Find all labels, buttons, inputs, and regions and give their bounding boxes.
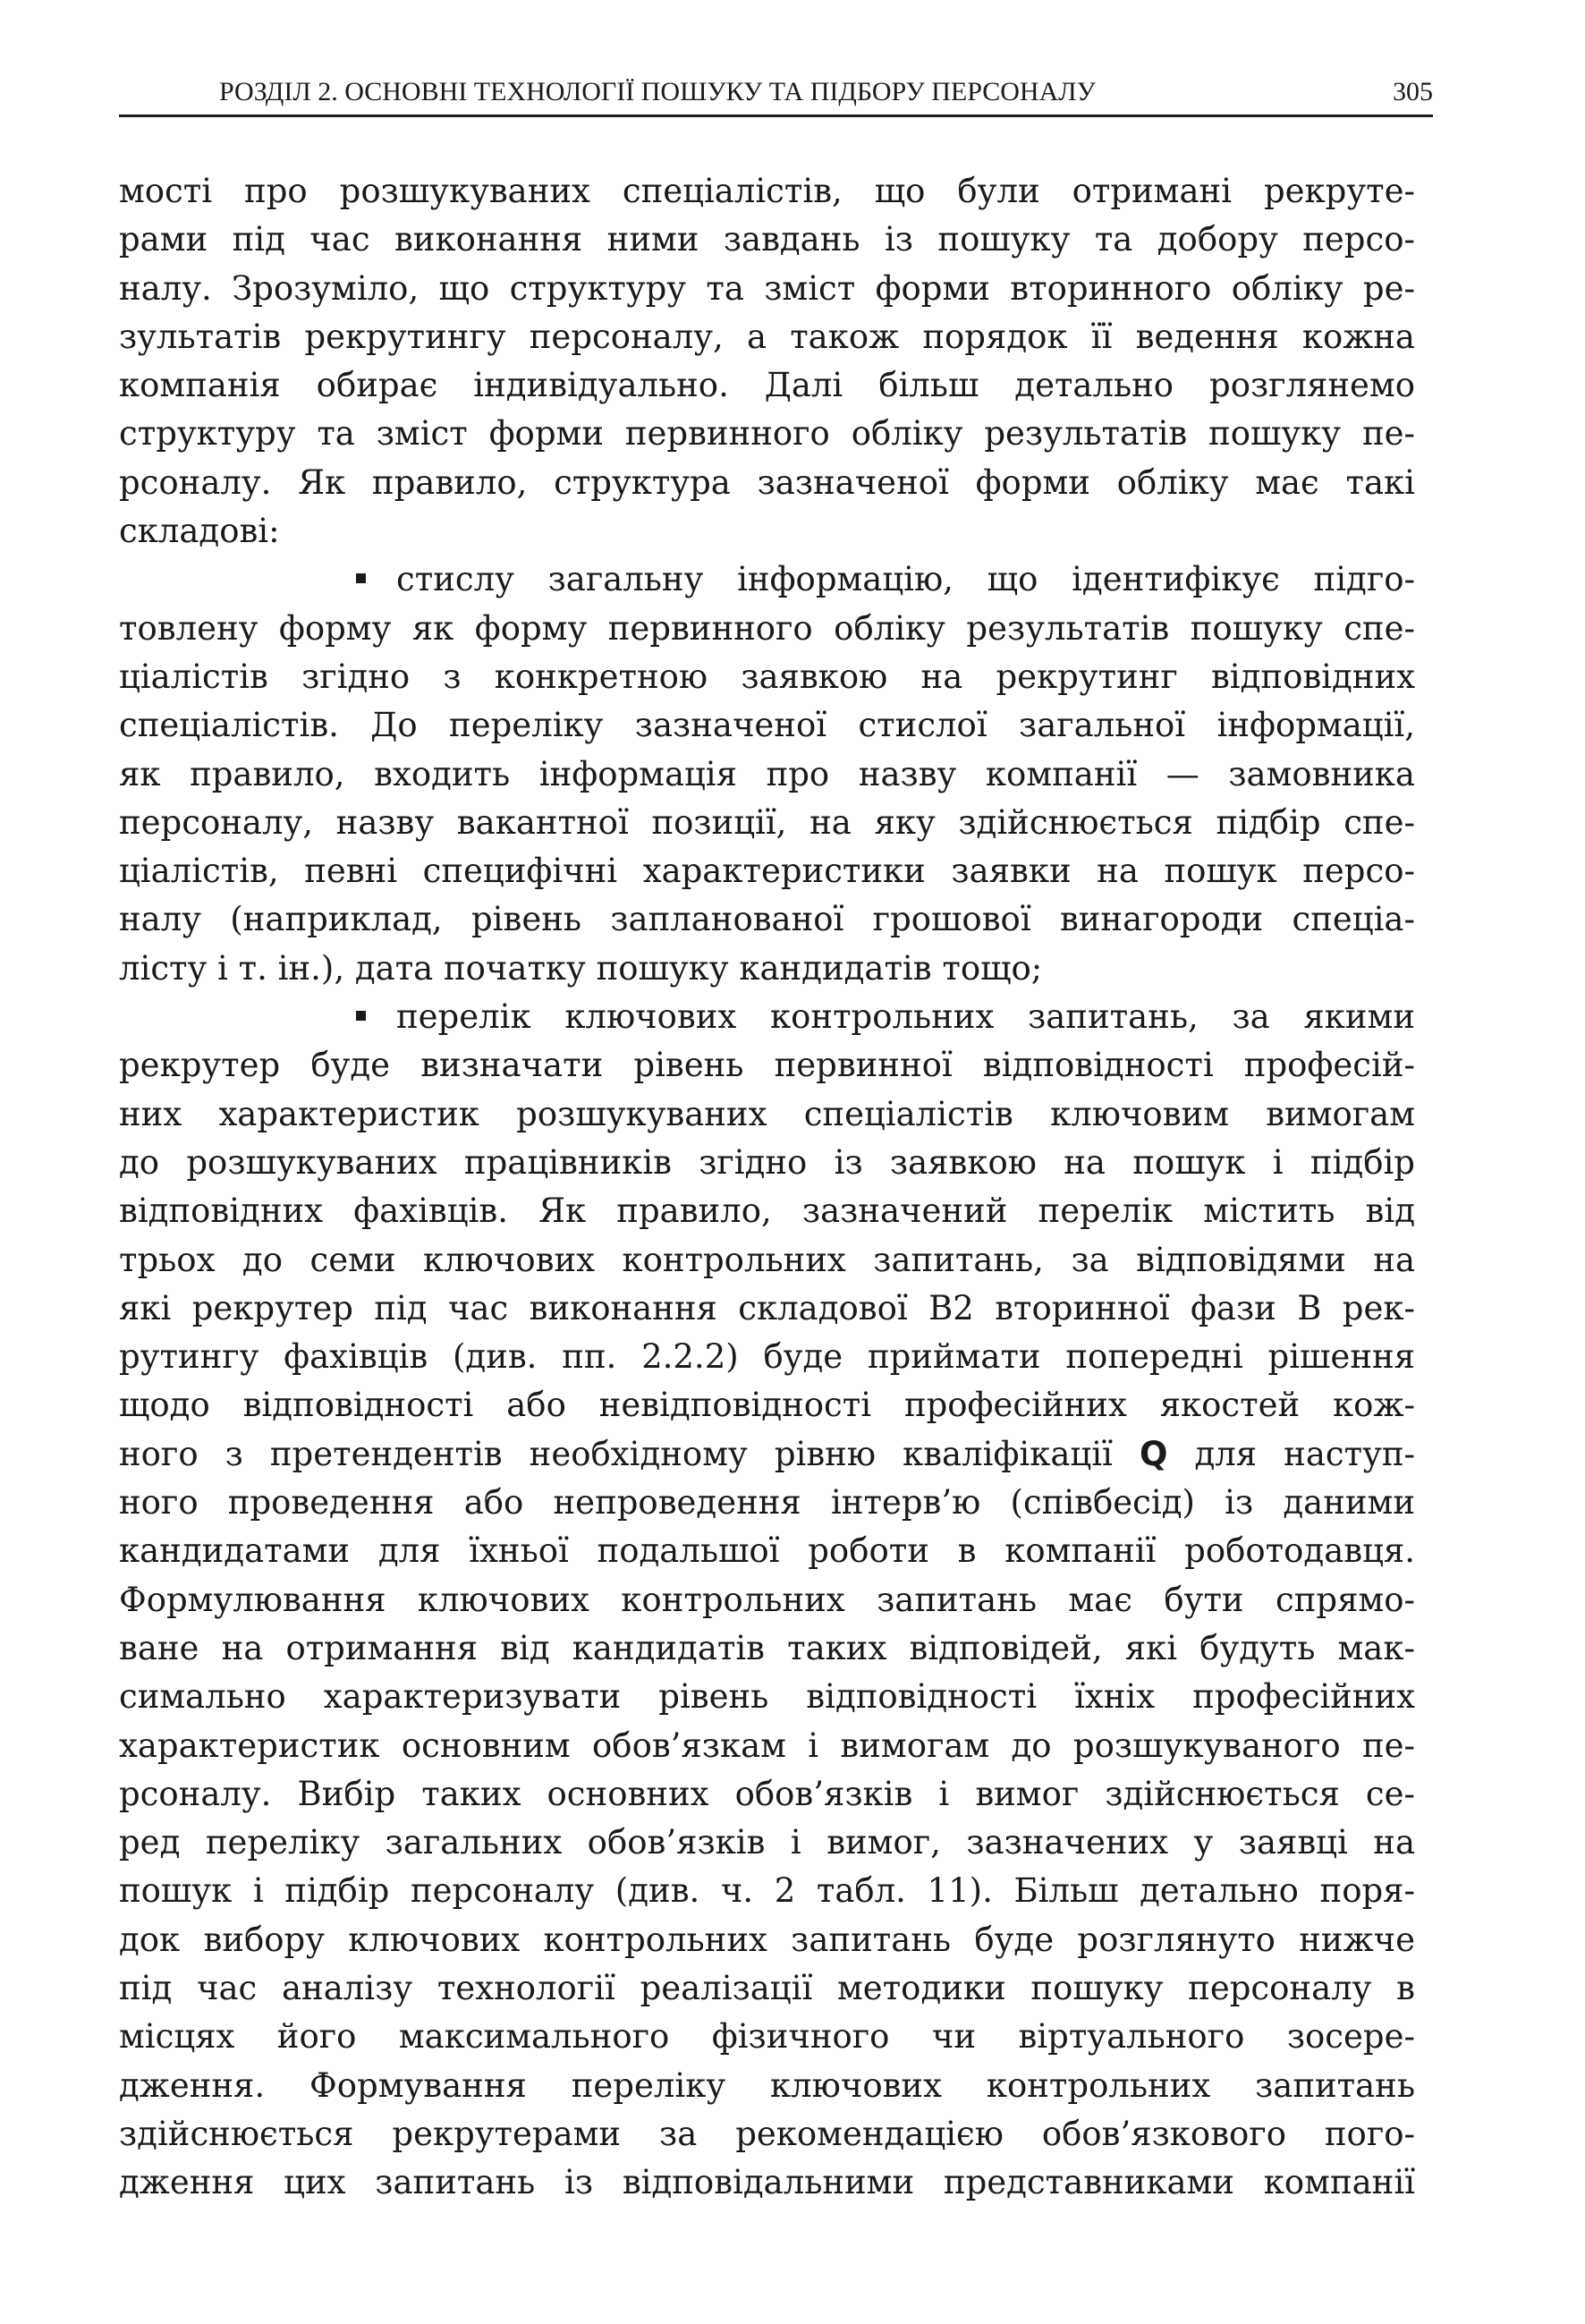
text-line: до розшукуваних працівників згідно із заявкою на пошук і підбір: [119, 1142, 1415, 1182]
text-line: складові:: [119, 512, 280, 551]
page-number: 305: [1393, 77, 1433, 106]
text-line: ване на отримання від кандидатів таких відповідей, які будуть мак-: [119, 1628, 1415, 1667]
text-line: відповідних фахівців. Як правило, зазначений перелік містить від: [119, 1192, 1415, 1231]
text-line: трьох до семи ключових контрольних запитань, за відповідями на: [119, 1240, 1415, 1279]
bullet-item-2-part-a: [119, 1041, 1415, 1429]
text-fragment: для наступ-: [1194, 1434, 1416, 1473]
text-line: які рекрутер під час виконання складової В2 вторинної фази В рек-: [119, 1288, 1415, 1327]
running-head: [119, 70, 1433, 117]
chapter-title: РОЗДІЛ 2. ОСНОВНІ ТЕХНОЛОГІЇ ПОШУКУ ТА ПІДБОРУ ПЕРСОНАЛУ: [219, 77, 1096, 106]
text-line: товлену форму як форму первинного обліку результатів пошуку спе-: [119, 608, 1415, 648]
text-line: рсоналу. Як правило, структура зазначеної форми обліку має такі: [119, 462, 1415, 502]
text-line: налу. Зрозуміло, що структуру та зміст форми вторинного обліку ре-: [119, 268, 1415, 308]
text-fragment: ного з претендентів необхідному рівню кваліфікації: [119, 1434, 1113, 1473]
text-line: док вибору ключових контрольних запитань буде розглянуто нижче: [119, 1920, 1415, 1959]
text-line: пошук і підбір персоналу (див. ч. 2 табл. 11). Більш детально поря-: [119, 1871, 1415, 1911]
text-line: них характеристик розшукуваних спеціалістів ключовим вимогам: [119, 1094, 1415, 1133]
text-line: рутингу фахівців (див. пп. 2.2.2) буде приймати попередні рішення: [119, 1337, 1415, 1377]
text-line: щодо відповідності або невідповідності професійних якостей кож-: [119, 1386, 1415, 1425]
bullet-item-2-first-line: [119, 993, 1415, 1041]
text-line: кандидатами для їхньої подальшої роботи в компанії роботодавця.: [119, 1531, 1415, 1571]
intro-paragraph: [119, 167, 1415, 556]
text-line: рекрутер буде визначати рівень первинної відповідності професій-: [119, 1046, 1415, 1085]
text-line: як правило, входить інформація про назву компанії — замовника: [119, 754, 1415, 793]
text-line: характеристик основним обов’язкам і вимогам до розшукуваного пе-: [119, 1726, 1415, 1765]
text-line-with-q-symbol: [119, 1430, 1415, 1479]
text-line: дження цих запитань із відповідальними представниками компанії: [119, 2163, 1415, 2202]
text-line: спеціалістів. До переліку зазначеної стислої загальної інформації,: [119, 706, 1415, 745]
text-line: рами під час виконання ними завдань із пошуку та добору персо-: [119, 220, 1415, 259]
text-line: налу (наприклад, рівень запланованої грошової винагороди спеціа-: [119, 900, 1415, 939]
text-line: ціалістів, певні специфічні характеристики заявки на пошук персо-: [119, 852, 1415, 891]
bullet-item-1-text: стислу загальну інформацію, що ідентифікує підго-: [396, 560, 1415, 599]
text-line: ціалістів згідно з конкретною заявкою на рекрутинг відповідних: [119, 657, 1415, 696]
bullet-marker: [356, 1011, 366, 1021]
q-symbol: Q: [1139, 1434, 1168, 1473]
text-line: зультатів рекрутингу персоналу, а також порядок її ведення кожна: [119, 317, 1415, 356]
text-line: ного проведення або непроведення інтерв’ю (співбесід) із даними: [119, 1483, 1415, 1522]
text-line: лісту і т. ін.), дата початку пошуку кандидатів тощо;: [119, 948, 1043, 988]
text-line: під час аналізу технології реалізації методики пошуку персоналу в: [119, 1968, 1415, 2007]
body-text: [119, 167, 1415, 2207]
text-line: Формулювання ключових контрольних запитань має бути спрямо-: [119, 1580, 1415, 1619]
text-line: ред переліку загальних обов’язків і вимог, зазначених у заявці на: [119, 1823, 1415, 1862]
bullet-item-1: [119, 605, 1415, 993]
text-line: рсоналу. Вибір таких основних обов’язків і вимог здійснюється се-: [119, 1774, 1415, 1813]
bullet-marker: [356, 573, 366, 583]
bullet-item-2-text: перелік ключових контрольних запитань, за якими: [396, 997, 1415, 1037]
text-line: симально характеризувати рівень відповідності їхніх професійних: [119, 1677, 1415, 1717]
text-line: мості про розшукуваних спеціалістів, що були отримані рекруте-: [119, 172, 1415, 210]
text-line: компанія обирає індивідуально. Далі більш детально розглянемо: [119, 366, 1415, 405]
text-line: дження. Формування переліку ключових контрольних запитань: [119, 2065, 1415, 2105]
bullet-item-1-first-line: [119, 556, 1415, 604]
bullet-item-2-part-b: [119, 1479, 1415, 2207]
text-line: структуру та зміст форми первинного обліку результатів пошуку пе-: [119, 414, 1415, 454]
text-line: персоналу, назву вакантної позиції, на яку здійснюється підбір спе-: [119, 802, 1415, 842]
text-line: місцях його максимального фізичного чи віртуального зосере-: [119, 2017, 1415, 2057]
text-line: здійснюється рекрутерами за рекомендацією обов’язкового пого-: [119, 2114, 1415, 2153]
